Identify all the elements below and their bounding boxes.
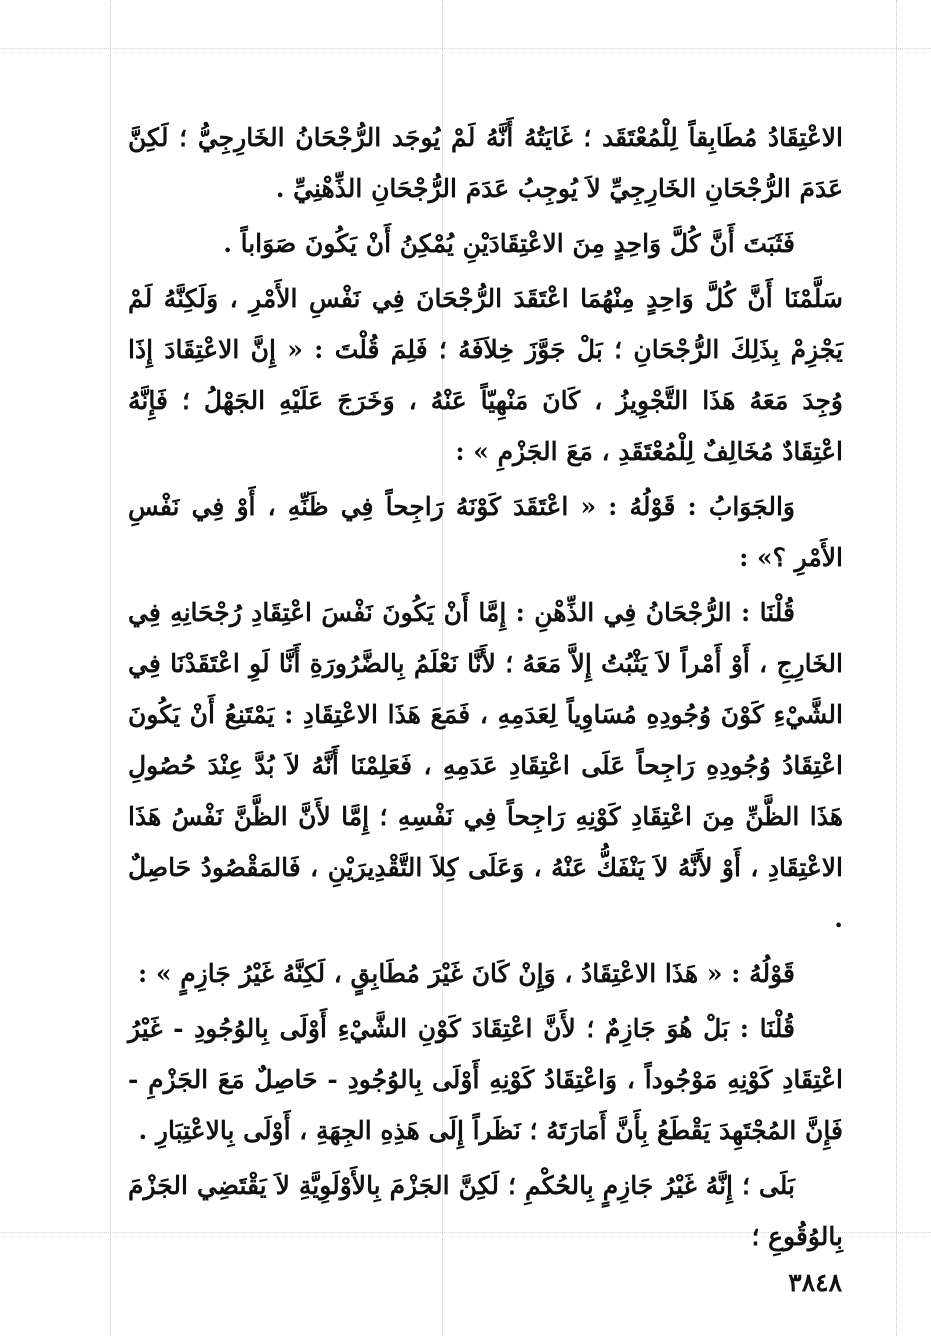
scan-guide-line xyxy=(0,48,931,49)
paragraph: فَثَبَتَ أَنَّ كُلَّ وَاحِدٍ مِنَ الاعْتِقَادَيْنِ يُمْكِنُ أَنْ يَكُونَ صَوَاباً . xyxy=(223,229,795,258)
page-number: ٣٨٤٨ xyxy=(788,1268,842,1297)
scan-guide-line xyxy=(110,0,111,1336)
body-text xyxy=(128,112,843,1266)
paragraph: الاعْتِقَادُ مُطَابِقاً لِلْمُعْتَقَد ؛ غَايَتُهُ أَنَّهُ لَمْ يُوجَد الرُّجْحَانُ الخَارِجِيُّ ؛ لَكِنَّ عَدَمَ الرُّجْحَانِ الخَارِجِيِّ لاَ يُوجِبُ عَدَمَ الرُّجْحَانِ الذِّهْنِيِّ . xyxy=(128,123,843,203)
paragraph: وَالجَوَابُ : قَوْلُهُ : « اعْتَقَدَ كَوْنَهُ رَاجِحاً فِي ظَنِّهِ ، أَوْ فِي نَفْسِ الأَمْرِ ؟» : xyxy=(128,492,843,572)
paragraph: بَلَى ؛ إِنَّهُ غَيْرُ جَازِمٍ بِالحُكْمِ ؛ لَكِنَّ الجَزْمَ بِالأَوْلَوِيَّةِ لاَ يَقْتَضِي الجَزْمَ بِالوُقُوعِ ؛ xyxy=(128,1171,843,1251)
paragraph: قُلْنَا : الرُّجْحَانُ فِي الذِّهْنِ : إِمَّا أَنْ يَكُونَ نَفْسَ اعْتِقَادِ رُجْحَانِهِ فِي الخَارِجِ ، أَوْ أَمْراً لاَ يَثْبُتُ إِلاَّ مَعَهُ ؛ لأَنَّا نَعْلَمُ بِالضَّرُورَةِ أَنَّا لَوِ اعْتَقَدْنَا فِي الشَّيْءِ كَوْنَ وُجُودِهِ مُسَاوِياً لِعَدَمِهِ ، فَمَعَ هَذَا الاعْتِقَادِ : يَمْتَنِعُ أَنْ يَكُونَ اعْتِقَادُ وُجُودِهِ رَاجِحاً عَلَى اعْتِقَادِ عَدَمِهِ ، فَعَلِمْنَا أَنَّهُ لاَ بُدَّ عِنْدَ حُصُولِ هَذَا الظَّنِّ مِنَ اعْتِقَادِ كَوْنِهِ رَاجِحاً فِي نَفْسِهِ ؛ إِمَّا لأَنَّ الظَّنَّ نَفْسُ هَذَا الاعْتِقَادِ ، أَوْ لأَنَّهُ لاَ يَنْفَكُّ عَنْهُ ، وَعَلَى كِلاَ التَّقْدِيرَيْنِ ، فَالمَقْصُودُ حَاصِلٌ . xyxy=(128,598,843,933)
scan-guide-line xyxy=(896,0,897,1336)
paragraph: سَلَّمْنَا أَنَّ كُلَّ وَاحِدٍ مِنْهُمَا اعْتَقَدَ الرُّجْحَانَ فِي نَفْسِ الأَمْرِ ، وَلَكِنَّهُ لَمْ يَجْزِمْ بِذَلِكَ الرُّجْحَانِ ؛ بَلْ جَوَّزَ خِلاَفَهُ ؛ فَلِمَ قُلْتَ : « إِنَّ الاعْتِقَادَ إِذَا وُجِدَ مَعَهُ هَذَا التَّجْوِيزُ ، كَانَ مَنْهِيّاً عَنْهُ ، وَخَرَجَ عَلَيْهِ الجَهْلُ ؛ فَإِنَّهُ اعْتِقَادٌ مُخَالِفٌ لِلْمُعْتَقَدِ ، مَعَ الجَزْمِ » : xyxy=(128,284,843,466)
paragraph: قُلْنَا : بَلْ هُوَ جَازِمٌ ؛ لأَنَّ اعْتِقَادَ كَوْنِ الشَّيْءِ أَوْلَى بِالوُجُودِ - غَيْرُ اعْتِقَادِ كَوْنِهِ مَوْجُوداً ، وَاعْتِقَادُ كَوْنِهِ أَوْلَى بِالوُجُودِ - حَاصِلٌ مَعَ الجَزْمِ - فَإِنَّ المُجْتَهِدَ يَقْطَعُ بِأَنَّ أَمَارَتَهُ ؛ نَظَراً إِلَى هَذِهِ الجِهَةِ ، أَوْلَى بِالاعْتِبَارِ . xyxy=(128,1014,843,1145)
paragraph: قَوْلُهُ : « هَذَا الاعْتِقَادُ ، وَإِنْ كَانَ غَيْرَ مُطَابِقٍ ، لَكِنَّهُ غَيْرُ جَازِمٍ » : xyxy=(138,959,795,988)
